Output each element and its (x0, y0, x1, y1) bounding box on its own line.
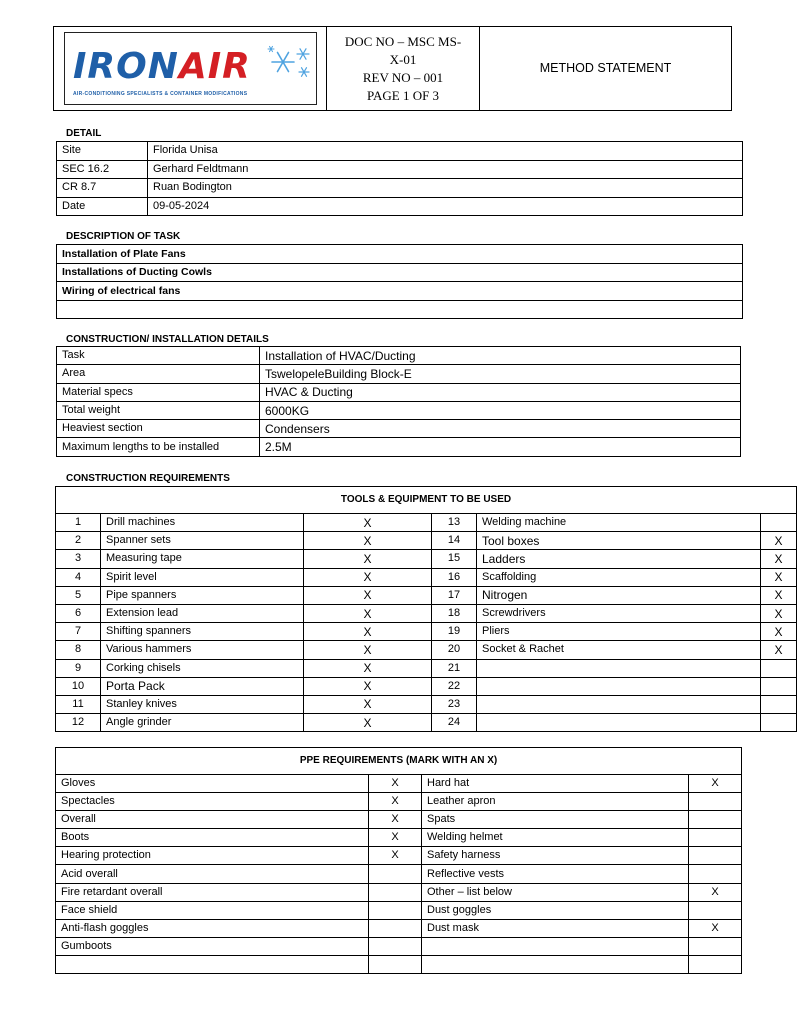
page-number: PAGE 1 OF 3 (366, 87, 440, 103)
tool-mark: X (761, 568, 797, 586)
ppe-row (56, 793, 742, 811)
tool-name (477, 659, 761, 677)
ppe-item: Hard hat (422, 775, 689, 793)
tool-name: Corking chisels (101, 659, 304, 677)
tools-table (55, 486, 797, 732)
logo-iron-text: IRON (73, 46, 179, 87)
tool-name: Ladders (477, 550, 761, 568)
construction-value: HVAC & Ducting (260, 383, 741, 401)
ppe-row (56, 919, 742, 937)
ppe-item: Dust goggles (422, 901, 689, 919)
ppe-item: Gumboots (56, 937, 369, 955)
logo-air-text: AIR (178, 46, 251, 87)
detail-value: 09-05-2024 (148, 197, 743, 216)
ppe-row (56, 847, 742, 865)
tool-mark: X (761, 623, 797, 641)
ppe-item (422, 937, 689, 955)
ppe-mark (689, 865, 742, 883)
tool-name: Nitrogen (477, 586, 761, 604)
construction-details-heading: CONSTRUCTION/ INSTALLATION DETAILS (66, 334, 269, 345)
ppe-table (55, 747, 742, 974)
ppe-mark: X (689, 919, 742, 937)
ppe-row (56, 775, 742, 793)
tool-row (56, 677, 797, 695)
tool-mark: X (304, 568, 432, 586)
ppe-row (56, 955, 742, 973)
tool-name: Socket & Rachet (477, 641, 761, 659)
tool-mark: X (761, 550, 797, 568)
tool-row (56, 514, 797, 532)
ppe-item: Acid overall (56, 865, 369, 883)
tool-mark: X (304, 695, 432, 713)
task-row (57, 282, 743, 301)
tool-row (56, 714, 797, 732)
tool-row (56, 641, 797, 659)
tool-number: 22 (432, 677, 477, 695)
construction-value: Condensers (260, 420, 741, 438)
doc-number: DOC NO – MSC MS- (344, 33, 462, 49)
ppe-mark: X (369, 847, 422, 865)
tool-mark: X (761, 586, 797, 604)
tool-mark: X (304, 550, 432, 568)
tool-number: 1 (56, 514, 101, 532)
ppe-item: Spectacles (56, 793, 369, 811)
ppe-item: Boots (56, 829, 369, 847)
task-item (57, 300, 743, 319)
ppe-item: Welding helmet (422, 829, 689, 847)
ppe-item: Leather apron (422, 793, 689, 811)
ppe-mark (689, 829, 742, 847)
tool-mark: X (304, 677, 432, 695)
snowflake-icon (263, 45, 315, 81)
construction-value: 2.5M (260, 438, 741, 456)
tool-mark (761, 659, 797, 677)
ppe-mark: X (369, 793, 422, 811)
ppe-row (56, 865, 742, 883)
tool-number: 23 (432, 695, 477, 713)
construction-row (57, 383, 741, 401)
ppe-mark (369, 883, 422, 901)
construction-row (57, 401, 741, 419)
tool-number: 2 (56, 532, 101, 550)
construction-label: Material specs (57, 383, 260, 401)
tool-number: 11 (56, 695, 101, 713)
tool-number: 12 (56, 714, 101, 732)
logo-tagline: AIR-CONDITIONING SPECIALISTS & CONTAINER MODIFICATIONS (73, 91, 248, 97)
ppe-table-title: PPE REQUIREMENTS (MARK WITH AN X) (56, 748, 742, 775)
tool-mark: X (304, 604, 432, 622)
company-logo (64, 32, 317, 105)
tool-number: 24 (432, 714, 477, 732)
tool-number: 13 (432, 514, 477, 532)
tool-number: 10 (56, 677, 101, 695)
ppe-mark: X (689, 775, 742, 793)
ppe-item: Gloves (56, 775, 369, 793)
construction-label: Area (57, 365, 260, 383)
tools-table-title: TOOLS & EQUIPMENT TO BE USED (56, 487, 797, 514)
tool-row (56, 659, 797, 677)
ppe-mark (689, 955, 742, 973)
tool-number: 15 (432, 550, 477, 568)
ppe-item: Dust mask (422, 919, 689, 937)
construction-label: Maximum lengths to be installed (57, 438, 260, 456)
tool-name: Screwdrivers (477, 604, 761, 622)
detail-value: Gerhard Feldtmann (148, 160, 743, 179)
tool-number: 9 (56, 659, 101, 677)
task-description-table (56, 244, 743, 319)
construction-row (57, 438, 741, 456)
ppe-mark: X (689, 883, 742, 901)
tool-name: Measuring tape (101, 550, 304, 568)
ppe-row (56, 883, 742, 901)
tool-name: Various hammers (101, 641, 304, 659)
tool-row (56, 695, 797, 713)
ppe-mark (369, 937, 422, 955)
doc-info-cell (327, 27, 480, 111)
tool-row (56, 550, 797, 568)
tool-mark: X (304, 641, 432, 659)
task-item: Installations of Ducting Cowls (57, 263, 743, 282)
detail-table (56, 141, 743, 216)
ppe-mark (689, 937, 742, 955)
ppe-mark (689, 811, 742, 829)
ppe-mark (689, 847, 742, 865)
ppe-row (56, 937, 742, 955)
tool-name: Extension lead (101, 604, 304, 622)
tool-name: Angle grinder (101, 714, 304, 732)
tool-number: 3 (56, 550, 101, 568)
ppe-item: Reflective vests (422, 865, 689, 883)
tool-number: 4 (56, 568, 101, 586)
task-row (57, 245, 743, 264)
construction-value: TswelopeleBuilding Block-E (260, 365, 741, 383)
tool-name: Scaffolding (477, 568, 761, 586)
tool-number: 18 (432, 604, 477, 622)
task-item: Installation of Plate Fans (57, 245, 743, 264)
ppe-item: Anti-flash goggles (56, 919, 369, 937)
tool-name (477, 714, 761, 732)
tool-mark: X (304, 586, 432, 604)
tool-number: 5 (56, 586, 101, 604)
tool-name: Spirit level (101, 568, 304, 586)
ppe-row (56, 901, 742, 919)
tool-name: Spanner sets (101, 532, 304, 550)
tool-number: 7 (56, 623, 101, 641)
tool-number: 20 (432, 641, 477, 659)
tool-row (56, 532, 797, 550)
construction-label: Task (57, 347, 260, 365)
tool-name: Welding machine (477, 514, 761, 532)
tool-name (477, 695, 761, 713)
tool-row (56, 568, 797, 586)
detail-label: SEC 16.2 (57, 160, 148, 179)
ppe-row (56, 811, 742, 829)
tool-number: 16 (432, 568, 477, 586)
detail-label: Date (57, 197, 148, 216)
construction-label: Heaviest section (57, 420, 260, 438)
tool-row (56, 623, 797, 641)
tool-row (56, 586, 797, 604)
ppe-item: Other – list below (422, 883, 689, 901)
tool-number: 21 (432, 659, 477, 677)
tool-name: Pipe spanners (101, 586, 304, 604)
task-row (57, 300, 743, 319)
detail-value: Ruan Bodington (148, 179, 743, 198)
construction-requirements-heading: CONSTRUCTION REQUIREMENTS (66, 473, 230, 484)
detail-label: CR 8.7 (57, 179, 148, 198)
tool-mark (761, 677, 797, 695)
ppe-item (422, 955, 689, 973)
tool-mark (761, 695, 797, 713)
ppe-mark: X (369, 829, 422, 847)
ppe-item (56, 955, 369, 973)
detail-heading: DETAIL (66, 128, 102, 139)
ppe-item: Overall (56, 811, 369, 829)
tool-mark (761, 714, 797, 732)
detail-value: Florida Unisa (148, 142, 743, 161)
ppe-item: Fire retardant overall (56, 883, 369, 901)
ppe-mark (689, 793, 742, 811)
tool-mark: X (761, 604, 797, 622)
detail-row (57, 142, 743, 161)
construction-row (57, 347, 741, 365)
construction-value: 6000KG (260, 401, 741, 419)
construction-details-table (56, 346, 741, 457)
tool-mark: X (761, 641, 797, 659)
tool-number: 8 (56, 641, 101, 659)
tool-mark (761, 514, 797, 532)
ppe-mark (689, 901, 742, 919)
ppe-item: Spats (422, 811, 689, 829)
ppe-item: Face shield (56, 901, 369, 919)
detail-row (57, 197, 743, 216)
ppe-item: Hearing protection (56, 847, 369, 865)
ppe-mark (369, 901, 422, 919)
ppe-mark: X (369, 775, 422, 793)
ppe-mark (369, 955, 422, 973)
tool-row (56, 604, 797, 622)
tool-name: Shifting spanners (101, 623, 304, 641)
tool-name: Tool boxes (477, 532, 761, 550)
tool-mark: X (304, 623, 432, 641)
construction-row (57, 420, 741, 438)
construction-row (57, 365, 741, 383)
task-item: Wiring of electrical fans (57, 282, 743, 301)
tool-name: Drill machines (101, 514, 304, 532)
tool-name: Stanley knives (101, 695, 304, 713)
doc-number-cont: X-01 (389, 51, 417, 67)
detail-row (57, 179, 743, 198)
ppe-row (56, 829, 742, 847)
revision-number: REV NO – 001 (362, 69, 444, 85)
construction-label: Total weight (57, 401, 260, 419)
task-description-heading: DESCRIPTION OF TASK (66, 231, 181, 242)
construction-value: Installation of HVAC/Ducting (260, 347, 741, 365)
tool-number: 14 (432, 532, 477, 550)
tool-name: Porta Pack (101, 677, 304, 695)
detail-row (57, 160, 743, 179)
tool-mark: X (304, 659, 432, 677)
tool-mark: X (304, 532, 432, 550)
tool-number: 17 (432, 586, 477, 604)
detail-label: Site (57, 142, 148, 161)
document-header (53, 26, 732, 111)
tool-mark: X (304, 714, 432, 732)
ppe-mark (369, 919, 422, 937)
ppe-item: Safety harness (422, 847, 689, 865)
tool-number: 6 (56, 604, 101, 622)
task-row (57, 263, 743, 282)
tool-number: 19 (432, 623, 477, 641)
document-title: METHOD STATEMENT (480, 27, 732, 111)
tool-mark: X (304, 514, 432, 532)
tool-name (477, 677, 761, 695)
ppe-mark (369, 865, 422, 883)
logo-cell (54, 27, 327, 111)
tool-mark: X (761, 532, 797, 550)
ppe-mark: X (369, 811, 422, 829)
tool-name: Pliers (477, 623, 761, 641)
